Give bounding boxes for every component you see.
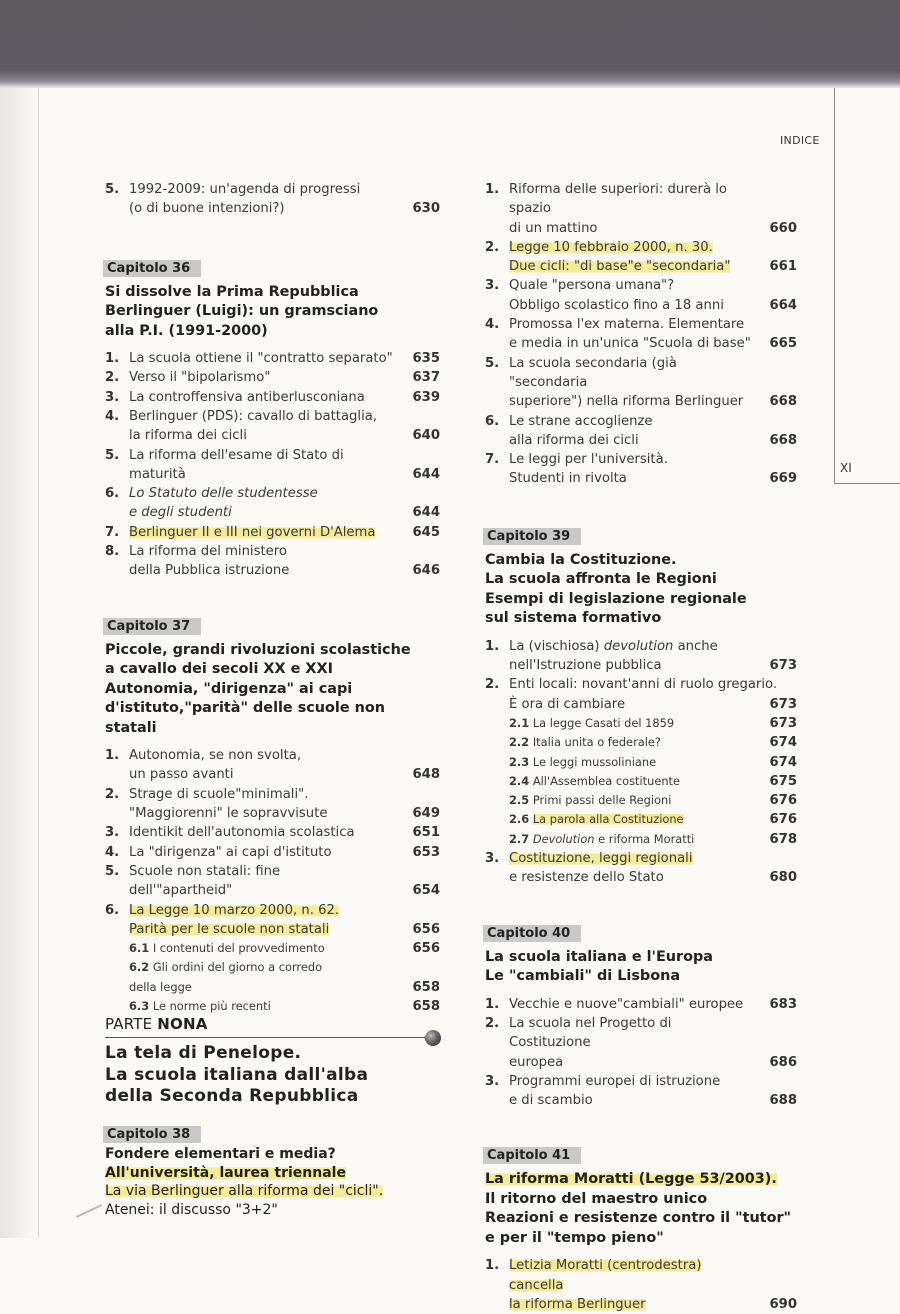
highlighter-mark: Due cicli: "di base"e "secondaria" [509, 259, 731, 275]
chapter-label: Capitolo 38 [103, 1126, 201, 1143]
toc-entry[interactable]: 5. La scuola secondaria (già "secondaria superiore") nella riforma Berlinguer 668 [485, 355, 797, 410]
chapter-label: Capitolo 39 [483, 528, 581, 545]
page-number: XI [840, 461, 852, 475]
toc-subentry[interactable]: 2.7 Devolution e riforma Moratti 678 [509, 831, 797, 847]
part-label: PARTE NONA [105, 1015, 208, 1033]
highlighter-mark: La parola alla Costituzione [532, 812, 684, 827]
toc-entry[interactable]: 1. Vecchie e nuove"cambiali" europee 683 [485, 996, 797, 1012]
toc-subentry[interactable]: 2.2 Italia unita o federale? 674 [509, 735, 797, 751]
toc-subentry[interactable]: 6.2 Gli ordini del giorno a corredo della legge 658 [129, 960, 440, 995]
toc-subentry[interactable]: 2.5 Primi passi delle Regioni 676 [509, 793, 797, 809]
running-head: INDICE [780, 134, 820, 147]
chapter-title: Si dissolve la Prima Repubblica Berlinguer (Luigi): un gramsciano alla P.I. (1991-2000) [105, 283, 379, 339]
toc-entry-highlighted[interactable]: 3. Costituzione, leggi regionali e resistenze dello Stato 680 [485, 851, 797, 886]
toc-entry[interactable]: 3. Quale "persona umana"? Obbligo scolastico fino a 18 anni 664 [485, 278, 797, 313]
toc-entry[interactable]: 6. Le strane accoglienze alla riforma dei cicli 668 [485, 413, 797, 448]
highlighter-mark: Legge 10 febbraio 2000, n. 30. [509, 239, 713, 255]
chapter-37 [105, 615, 440, 1017]
part-title: La tela di Penelope. La scuola italiana dall'alba della Seconda Repubblica [105, 1043, 369, 1106]
chapter-title: Fondere elementari e media? All'università, laurea triennale La via Berlinguer alla riforma dei "cicli". Atenei: il discusso "3+2" [105, 1146, 384, 1218]
toc-subentry[interactable]: 2.1 La legge Casati del 1859 673 [509, 715, 797, 731]
toc-entry[interactable]: 1. La scuola ottiene il "contratto separato" 635 [105, 351, 440, 367]
scan-background [0, 0, 900, 88]
chapter-36 [105, 257, 440, 581]
toc-entry-highlighted[interactable]: 2. Legge 10 febbraio 2000, n. 30. Due cicli: "di base"e "secondaria" 661 [485, 239, 797, 275]
toc-entry[interactable]: 2. Enti locali: novant'anni di ruolo gregario. È ora di cambiare 673 [485, 677, 797, 712]
page-frame-vertical-rule [834, 88, 835, 483]
toc-entry-highlighted[interactable]: 1. Letizia Moratti (centrodestra) cancella la riforma Berlinguer 690 [485, 1258, 797, 1312]
toc-entry[interactable]: 7. Le leggi per l'università. Studenti in rivolta 669 [485, 452, 797, 487]
toc-entry[interactable]: 2. La scuola nel Progetto di Costituzione europea 686 [485, 1015, 797, 1070]
toc-entry[interactable]: 3. Programmi europei di istruzione e di scambio 688 [485, 1073, 797, 1109]
left-column [105, 180, 440, 1016]
toc-entry[interactable]: 8. La riforma del ministero della Pubblica istruzione 646 [105, 544, 440, 579]
book-spine-edge [0, 88, 39, 1238]
toc-entry[interactable]: 3. La controffensiva antiberlusconiana 639 [105, 389, 440, 405]
toc-entry-highlighted[interactable]: 6. La Legge 10 marzo 2000, n. 62. Parità per le scuole non statali 656 [105, 902, 440, 937]
part-rule [105, 1037, 433, 1038]
highlighter-mark: All'università, laurea triennale [105, 1164, 346, 1181]
chapter-40 [485, 922, 797, 1111]
toc-subentry[interactable]: 6.1 I contenuti del provvedimento 656 [129, 941, 440, 957]
toc-entry[interactable]: 1. Autonomia, se non svolta, un passo avanti 648 [105, 748, 440, 783]
highlighter-mark: la riforma Berlinguer [509, 1296, 646, 1312]
toc-entry[interactable]: 4. Promossa l'ex materna. Elementare e media in un'unica "Scuola di base" 665 [485, 317, 797, 352]
chapter-title: La riforma Moratti (Legge 53/2003). Il ritorno del maestro unico Reazioni e resistenze contro il "tutor" e per il "tempo pieno" [485, 1171, 792, 1246]
toc-entry[interactable]: 2. Strage di scuole"minimali". "Maggiorenni" le sopravvisute 649 [105, 786, 440, 822]
toc-entry[interactable]: 1. Riforma delle superiori: durerà lo spazio di un mattino 660 [485, 182, 797, 236]
page-frame-horizontal-rule [834, 483, 900, 484]
chapter-41 [485, 1144, 797, 1314]
toc-entry[interactable]: 4. Berlinguer (PDS): cavallo di battaglia, la riforma dei cicli 640 [105, 408, 440, 444]
toc-subentry[interactable]: 2.3 Le leggi mussoliniane 674 [509, 754, 797, 770]
highlighter-mark: La riforma Moratti (Legge 53/2003). [485, 1171, 777, 1188]
toc-entry[interactable]: 4. La "dirigenza" ai capi d'istituto 653 [105, 844, 440, 860]
toc-entry[interactable]: 3. Identikit dell'autonomia scolastica 651 [105, 825, 440, 841]
chapter-39 [485, 525, 797, 888]
toc-entry[interactable]: 5. La riforma dell'esame di Stato di maturità 644 [105, 447, 440, 482]
right-column [485, 180, 797, 1314]
chapter-title: Piccole, grandi rivoluzioni scolastiche a cavallo dei secoli XX e XXI Autonomia, "dirigenza" ai capi d'istituto,"parità" delle scuole non statali [105, 641, 411, 736]
chapter-title: Cambia la Costituzione. La scuola affronta le Regioni Esempi di legislazione regionale sul sistema formativo [485, 551, 747, 627]
toc-entry[interactable]: 5. Scuole non statali: fine dell'"apartheid" 654 [105, 863, 440, 899]
toc-subentry[interactable]: 6.3 Le norme più recenti 658 [129, 999, 440, 1015]
highlighter-mark: Berlinguer II e III nei governi D'Alema [129, 524, 376, 540]
highlighter-mark: La via Berlinguer alla riforma dei "cicli". [105, 1183, 384, 1199]
highlighter-mark: Letizia Moratti (centrodestra) cancella [509, 1258, 702, 1293]
highlighter-mark: La Legge 10 marzo 2000, n. 62. [129, 902, 340, 918]
chapter-label: Capitolo 37 [103, 618, 201, 635]
toc-entry-highlighted[interactable]: 7. Berlinguer II e III nei governi D'Alema 645 [105, 524, 440, 540]
page-ref: 630 [412, 201, 440, 217]
toc-entry[interactable]: 6. Lo Statuto delle studentesse e degli studenti 644 [105, 486, 440, 521]
highlighter-mark: Costituzione, leggi regionali [509, 851, 693, 867]
part-heading [105, 1015, 435, 1108]
chapter-title: La scuola italiana e l'Europa Le "cambiali" di Lisbona [485, 948, 714, 985]
chapter-38 [105, 1123, 435, 1227]
toc-subentry[interactable]: 2.4 All'Assemblea costituente 675 [509, 773, 797, 789]
toc-entry[interactable]: 1. La (vischiosa) devolution anche nell'Istruzione pubblica 673 [485, 638, 797, 674]
toc-entry[interactable]: 5. 1992-2009: un'agenda di progressi (o di buone intenzioni?) 630 [105, 180, 440, 219]
highlighter-mark: Parità per le scuole non statali [129, 921, 330, 937]
sphere-ornament-icon [425, 1030, 441, 1046]
chapter-label: Capitolo 40 [483, 925, 581, 942]
chapter-label: Capitolo 36 [103, 260, 201, 277]
toc-entry[interactable]: 2. Verso il "bipolarismo" 637 [105, 370, 440, 386]
chapter-label: Capitolo 41 [483, 1147, 581, 1164]
toc-subentry-highlighted[interactable]: 2.6 La parola alla Costituzione 676 [509, 812, 797, 828]
